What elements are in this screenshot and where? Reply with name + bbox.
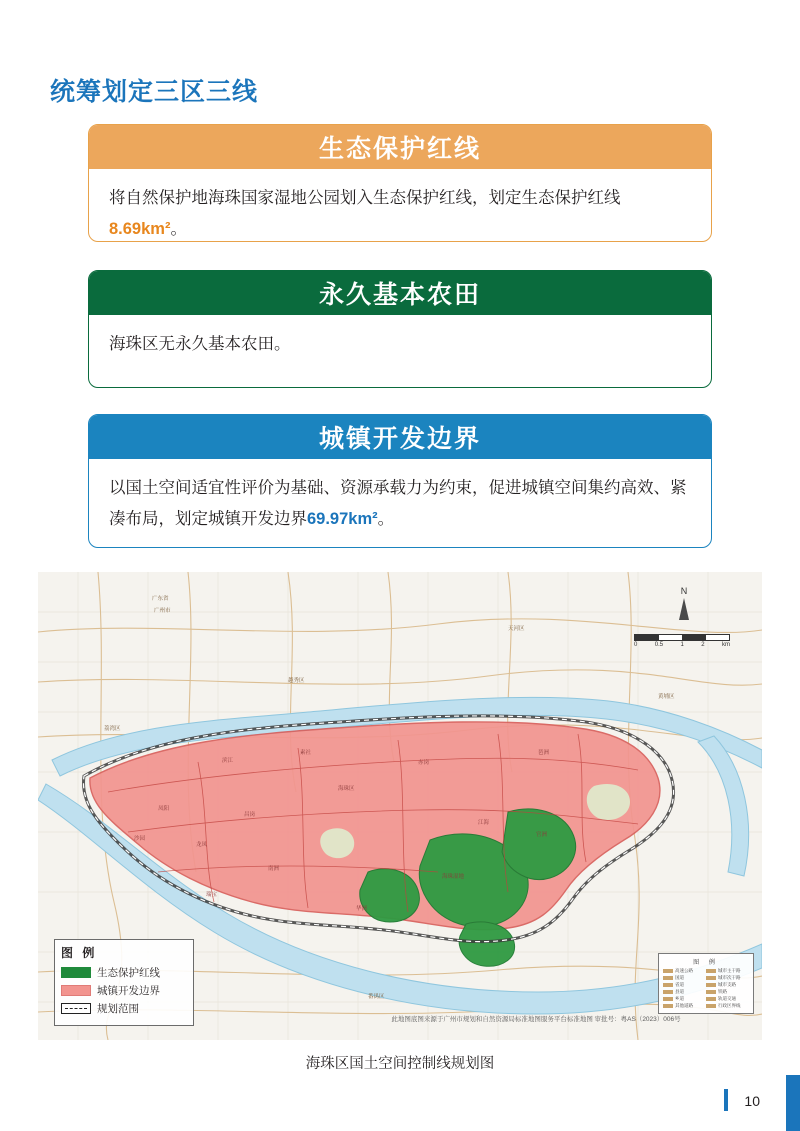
card-header-ecological-redline: 生态保护红线	[89, 125, 711, 169]
legend-roads-item	[706, 1003, 749, 1009]
legend-roads-item	[706, 968, 749, 974]
legend-roads-item	[706, 975, 749, 981]
card-header-urban-development-boundary: 城镇开发边界	[89, 415, 711, 459]
legend-roads-swatch-icon	[663, 969, 673, 973]
card-highlight-ecological-redline: 8.69km²	[109, 220, 171, 238]
legend-roads-item	[706, 989, 749, 995]
map-label: 江海	[478, 820, 490, 826]
legend-roads-item	[663, 968, 706, 974]
card-text-urban-development-boundary: 以国土空间适宜性评价为基础、资源承载力为约束，促进城镇空间集约高效、紧凑布局，划定城镇开发边界	[109, 479, 687, 528]
map-label: 广州市	[154, 608, 171, 614]
legend-roads-swatch-icon	[706, 997, 716, 1001]
legend-swatch-urban-icon	[61, 985, 91, 996]
legend-roads-swatch-icon	[706, 1004, 716, 1008]
card-body-permanent-farmland	[89, 315, 711, 376]
legend-roads-swatch-icon	[706, 983, 716, 987]
scale-unit: km	[722, 642, 730, 648]
card-text-after-ecological-redline: 。	[170, 220, 187, 238]
map-label: 瑞宝	[206, 892, 218, 898]
legend-roads-grid	[663, 968, 749, 1010]
legend-roads-swatch-icon	[663, 976, 673, 980]
page-title: 统筹划定三区三线	[50, 78, 259, 106]
legend-roads-swatch-icon	[663, 990, 673, 994]
legend-roads-label: 省道	[675, 982, 684, 987]
legend-roads-swatch-icon	[663, 997, 673, 1001]
legend-swatch-eco-icon	[61, 967, 91, 978]
legend-roads-swatch-icon	[663, 983, 673, 987]
map-canvas	[38, 572, 762, 1040]
legend-roads-label: 其他道路	[675, 1003, 693, 1008]
card-highlight-urban-development-boundary: 69.97km²	[307, 510, 378, 528]
legend-item-range	[61, 1001, 187, 1016]
legend-roads-item	[663, 989, 706, 995]
legend-label-range: 规划范围	[97, 1003, 139, 1015]
compass-needle-icon	[679, 598, 689, 620]
map-label: 海珠湿地	[442, 874, 465, 880]
card-urban-development-boundary	[88, 414, 712, 548]
map-label: 昌岗	[244, 812, 256, 818]
edge-accent-bar	[786, 1075, 800, 1131]
legend-roads-label: 国道	[675, 975, 684, 980]
page-number-accent	[724, 1089, 728, 1111]
legend-roads-swatch-icon	[706, 969, 716, 973]
legend-item-urban	[61, 983, 187, 998]
map-label: 广东省	[152, 596, 169, 602]
map-label: 南洲	[268, 866, 280, 872]
map-label: 荔湾区	[104, 726, 121, 732]
card-body-urban-development-boundary	[89, 459, 711, 548]
legend-label-urban: 城镇开发边界	[97, 985, 160, 997]
legend-roads-item	[706, 982, 749, 988]
legend-roads-item	[706, 996, 749, 1002]
legend-roads-label: 乡道	[675, 996, 684, 1001]
map-caption: 海珠区国土空间控制线规划图	[305, 1056, 495, 1072]
card-text-permanent-farmland: 海珠区无永久基本农田。	[109, 335, 291, 353]
legend-roads-item	[663, 996, 706, 1002]
card-header-permanent-farmland: 永久基本农田	[89, 271, 711, 315]
legend-roads-swatch-icon	[706, 990, 716, 994]
map-label: 越秀区	[288, 678, 305, 684]
legend-roads-label: 城市支路	[718, 982, 736, 987]
scale-bar-ticks	[634, 642, 730, 648]
map-label: 华洲	[356, 906, 368, 912]
card-permanent-farmland	[88, 270, 712, 388]
legend-roads-title: 图 例	[693, 960, 719, 966]
map-legend	[54, 939, 194, 1026]
map-label: 黄埔区	[658, 694, 675, 700]
scale-tick: 0.5	[654, 642, 664, 648]
map-label: 官洲	[536, 832, 548, 838]
legend-roads-item	[663, 975, 706, 981]
map-label: 素社	[300, 750, 312, 756]
legend-item-eco	[61, 965, 187, 980]
card-body-ecological-redline	[89, 169, 711, 242]
map-label: 海珠区	[338, 786, 355, 792]
legend-roads-label: 轨道交通	[718, 996, 736, 1001]
map-legend-roads	[658, 953, 754, 1014]
legend-roads-swatch-icon	[663, 1004, 673, 1008]
scale-tick: 2	[701, 642, 705, 648]
page-number: 10	[744, 1093, 760, 1109]
legend-label-eco: 生态保护红线	[97, 967, 160, 979]
legend-roads-label: 城市主干路	[718, 968, 741, 973]
scale-bar	[634, 634, 730, 648]
map-label: 凤阳	[158, 806, 170, 812]
scale-bar-graphic	[634, 634, 730, 641]
compass	[664, 586, 704, 620]
legend-roads-item	[663, 982, 706, 988]
legend-roads-label: 铁路	[718, 989, 727, 994]
legend-roads-swatch-icon	[706, 976, 716, 980]
scale-tick: 0	[634, 642, 638, 648]
map-figure	[38, 572, 762, 1040]
legend-roads-label: 县道	[675, 989, 684, 994]
scale-tick: 1	[680, 642, 684, 648]
map-label: 龙凤	[196, 842, 208, 848]
map-label: 天河区	[508, 626, 525, 632]
card-text-ecological-redline: 将自然保护地海珠国家湿地公园划入生态保护红线，划定生态保护红线	[109, 189, 621, 207]
legend-title: 图 例	[61, 946, 98, 960]
map-label: 赤岗	[418, 760, 430, 766]
legend-roads-label: 高速公路	[675, 968, 693, 973]
legend-roads-item	[663, 1003, 706, 1009]
map-label: 番禺区	[368, 994, 385, 1000]
card-ecological-redline	[88, 124, 712, 242]
legend-swatch-range-icon	[61, 1003, 91, 1014]
card-text-after-urban-development-boundary: 。	[377, 510, 395, 528]
map-credit: 此地图底图来源于广州市规划和自然资源局标准地图服务平台标准地图 审批号：粤AS（2023）006号	[391, 1016, 681, 1023]
legend-roads-label: 行政区界线	[718, 1003, 741, 1008]
legend-roads-label: 城市次干路	[718, 975, 741, 980]
map-label: 滨江	[222, 758, 234, 764]
compass-label: N	[680, 586, 688, 596]
map-label: 沙园	[134, 836, 146, 842]
map-label: 琶洲	[538, 750, 550, 756]
